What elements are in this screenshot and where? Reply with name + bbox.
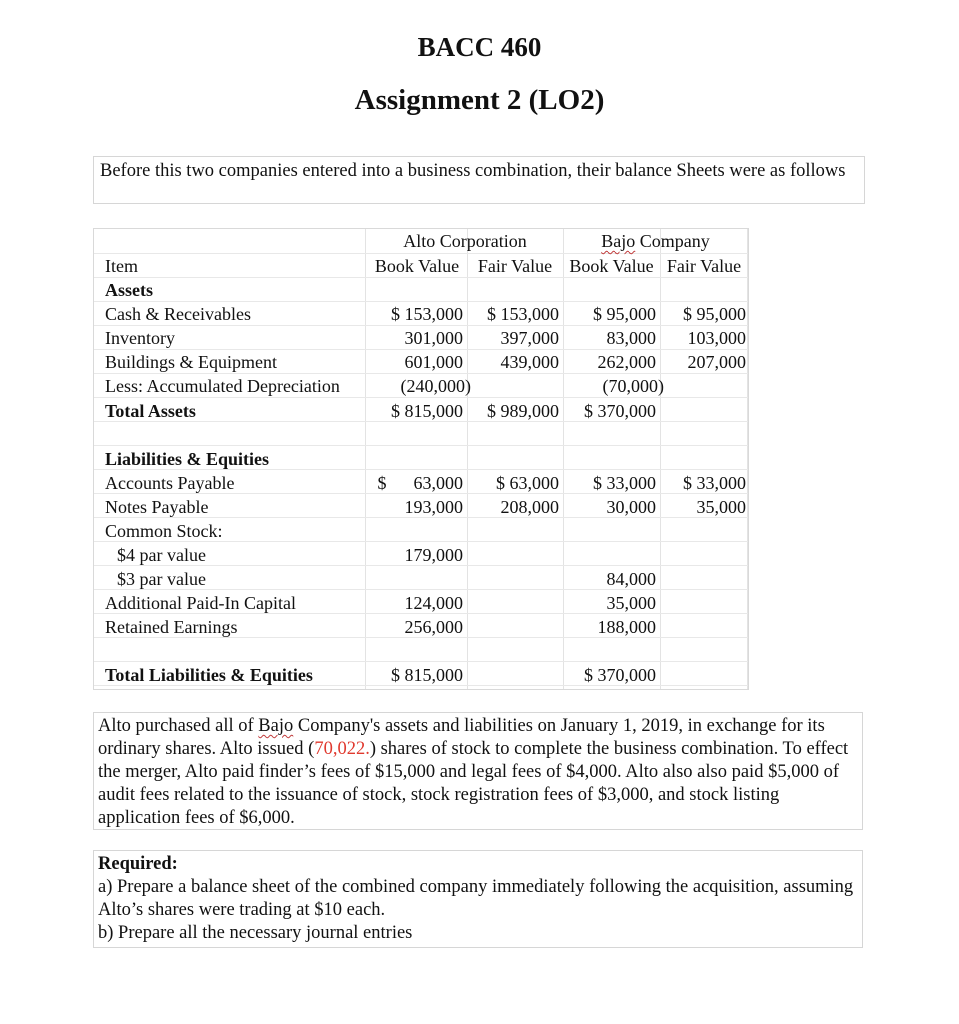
cell-value: 179,000 xyxy=(404,545,463,565)
cell-value: $ 815,000 xyxy=(391,665,463,685)
cell-value: $ 33,000 xyxy=(683,473,746,493)
cell-value: $ 989,000 xyxy=(487,401,559,421)
item-header: Item xyxy=(105,256,138,276)
cell-value: (70,000) xyxy=(602,376,664,396)
cell-value: 256,000 xyxy=(404,617,463,637)
cell-value: 30,000 xyxy=(606,497,656,517)
bajo-header: Bajo Company xyxy=(601,231,710,251)
row-label: $4 par value xyxy=(117,545,206,565)
row-label: Notes Payable xyxy=(105,497,209,517)
liabilities-heading: Liabilities & Equities xyxy=(105,449,270,469)
cell-value: 208,000 xyxy=(500,497,559,517)
total-liabilities-label: Total Liabilities & Equities xyxy=(105,665,313,685)
row-label: Cash & Receivables xyxy=(105,304,251,324)
col-header-3: Book Value xyxy=(569,256,654,276)
cell-value: 188,000 xyxy=(597,617,656,637)
cell-value: $ 95,000 xyxy=(683,304,746,324)
col-header-1: Book Value xyxy=(374,256,460,276)
cell-value: 84,000 xyxy=(606,569,656,589)
assignment-title: Assignment 2 (LO2) xyxy=(354,84,605,116)
total-assets-label: Total Assets xyxy=(105,401,196,421)
cell-value: 262,000 xyxy=(597,352,656,372)
row-label: Retained Earnings xyxy=(105,617,238,637)
cell-value: 35,000 xyxy=(696,497,746,517)
cell-value: $ 153,000 xyxy=(391,304,463,324)
row-label: $3 par value xyxy=(117,569,206,589)
cell-value: $ 33,000 xyxy=(593,473,656,493)
cell-value: (240,000) xyxy=(400,376,471,396)
col-header-2: Fair Value xyxy=(477,256,553,276)
cell-value: 124,000 xyxy=(404,593,463,613)
required-heading: Required: xyxy=(98,854,178,874)
cell-value: 601,000 xyxy=(404,352,463,372)
alto-header: Alto Corporation xyxy=(403,231,527,251)
row-label: Less: Accumulated Depreciation xyxy=(105,376,340,396)
cell-value: $ 153,000 xyxy=(487,304,559,324)
cell-value: 83,000 xyxy=(606,328,656,348)
balance-sheet-table xyxy=(93,228,749,690)
cell-value: 397,000 xyxy=(500,328,559,348)
cell-value: $ 815,000 xyxy=(391,401,463,421)
col-header-4: Fair Value xyxy=(666,256,742,276)
cell-value: $ 63,000 xyxy=(377,473,463,493)
cell-value: 103,000 xyxy=(687,328,746,348)
required-section xyxy=(93,850,863,948)
assets-heading: Assets xyxy=(105,280,153,300)
row-label: Buildings & Equipment xyxy=(105,352,278,372)
cell-value: $ 95,000 xyxy=(593,304,656,324)
cell-value: 439,000 xyxy=(500,352,559,372)
row-label: Inventory xyxy=(105,328,175,348)
required-item-a: a) Prepare a balance sheet of the combined company immediately following the acquisition, assuming Alto’s shares were trading at $10 each. xyxy=(98,877,854,920)
cell-value: $ 63,000 xyxy=(496,473,559,493)
cell-value: 193,000 xyxy=(404,497,463,517)
row-label: Accounts Payable xyxy=(105,473,235,493)
cell-value: 207,000 xyxy=(687,352,746,372)
required-item-b: b) Prepare all the necessary journal entries xyxy=(98,923,413,943)
row-label: Common Stock: xyxy=(105,521,223,541)
shares-issued-value: 70,022. xyxy=(314,739,370,759)
course-title: BACC 460 xyxy=(417,32,542,62)
intro-text: Before this two companies entered into a business combination, their balance Sheets were as follows xyxy=(93,156,865,204)
cell-value: 301,000 xyxy=(404,328,463,348)
row-label: Additional Paid-In Capital xyxy=(105,593,296,613)
scenario-paragraph: Alto purchased all of Bajo Company's assets and liabilities on January 1, 2019, in exchange for its ordinary shares. Alto issued (70,022.) shares of stock to complete the business combination. To effect the merger, Alto paid finder’s fees of $15,000 and legal fees of $4,000. Alto also also paid $5,000 of audit fees related to the issuance of stock, stock registration fees of $3,000, and stock listing application fees of $6,000. xyxy=(93,712,863,830)
cell-value: $ 370,000 xyxy=(584,665,656,685)
cell-value: 35,000 xyxy=(606,593,656,613)
cell-value: $ 370,000 xyxy=(584,401,656,421)
